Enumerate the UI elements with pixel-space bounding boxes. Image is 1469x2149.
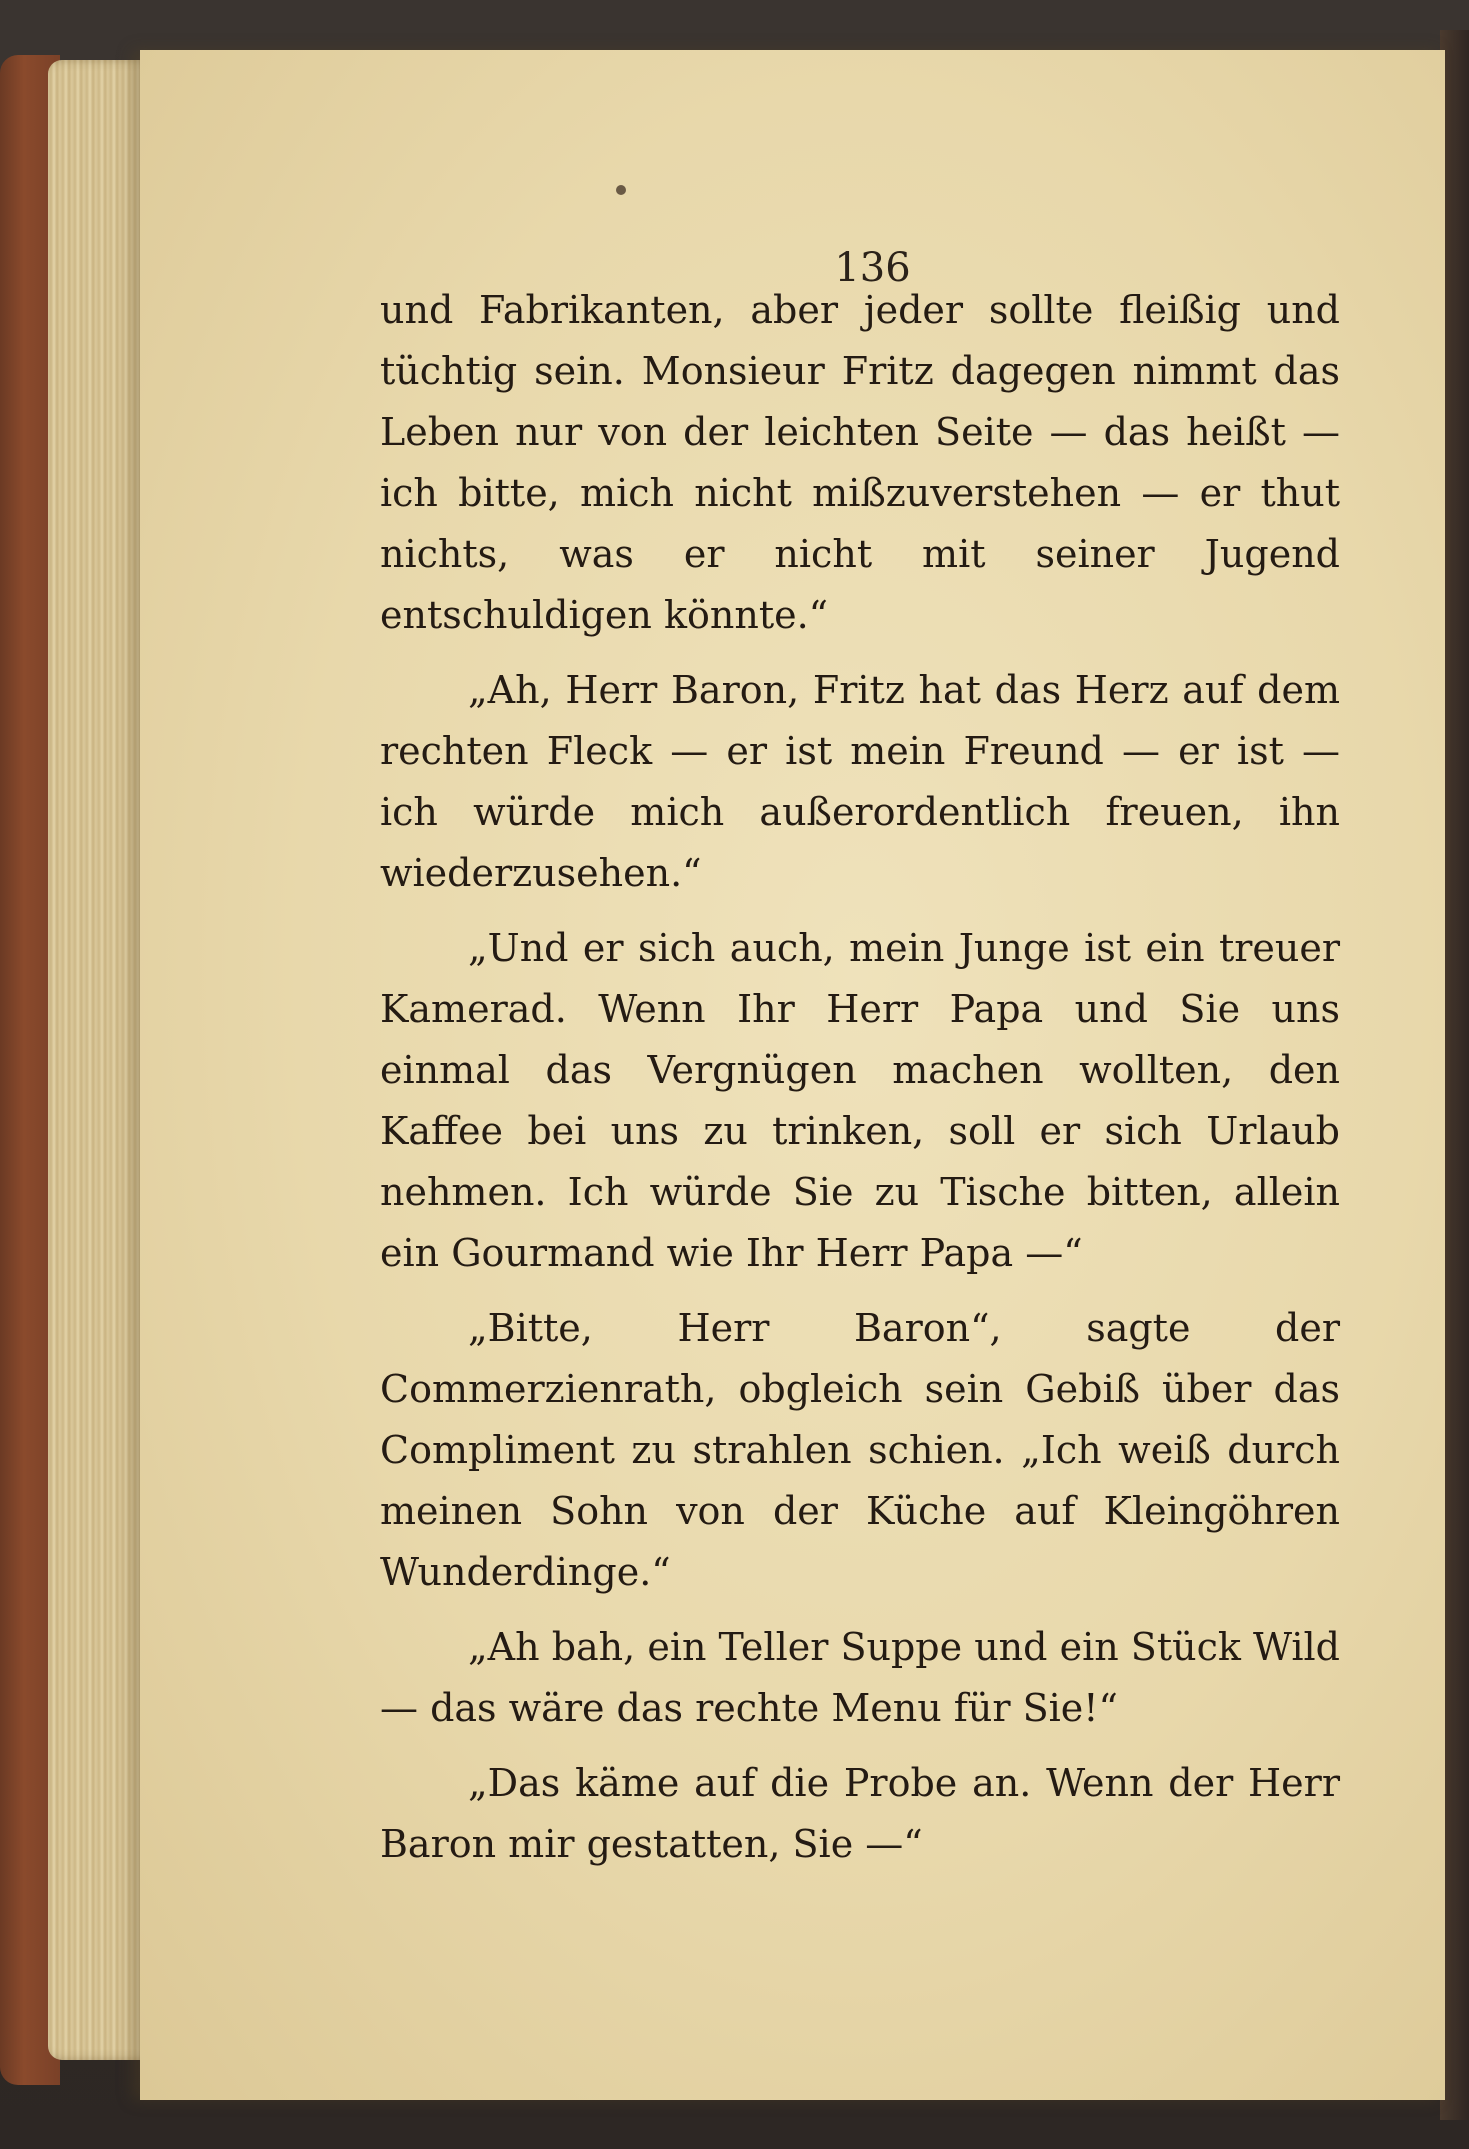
page-number: 136 [834, 245, 911, 291]
paragraph: „Das käme auf die Probe an. Wenn der Herr Baron mir gestatten, Sie —“ [380, 1761, 1340, 1866]
paragraph: und Fabrikanten, aber jeder sollte fleißig und tüchtig sein. Monsieur Fritz dagegen nimmt das Leben nur von der leichten Seite — das heißt — ich bitte, mich nicht mißzuverstehen — er thut nichts, was er nicht mit seiner Jugend entschuldigen könnte.“ [380, 288, 1340, 637]
ink-speck [616, 185, 626, 195]
paragraph: „Und er sich auch, mein Junge ist ein treuer Kamerad. Wenn Ihr Herr Papa und Sie uns einmal das Vergnügen machen wollten, den Kaffee bei uns zu trinken, soll er sich Urlaub nehmen. Ich würde Sie zu Tische bitten, allein ein Gourmand wie Ihr Herr Papa —“ [380, 926, 1340, 1275]
paragraph: „Bitte, Herr Baron“, sagte der Commerzienrath, obgleich sein Gebiß über das Compliment zu strahlen schien. „Ich weiß durch meinen Sohn von der Küche auf Kleingöhren Wunderdinge.“ [380, 1306, 1340, 1594]
paragraph: „Ah, Herr Baron, Fritz hat das Herz auf dem rechten Fleck — er ist mein Freund — er ist — ich würde mich außerordentlich freuen, ihn wiederzusehen.“ [380, 668, 1340, 895]
paragraph: „Ah bah, ein Teller Suppe und ein Stück Wild — das wäre das rechte Menu für Sie!“ [380, 1625, 1340, 1730]
page-body-text [380, 280, 1340, 1889]
